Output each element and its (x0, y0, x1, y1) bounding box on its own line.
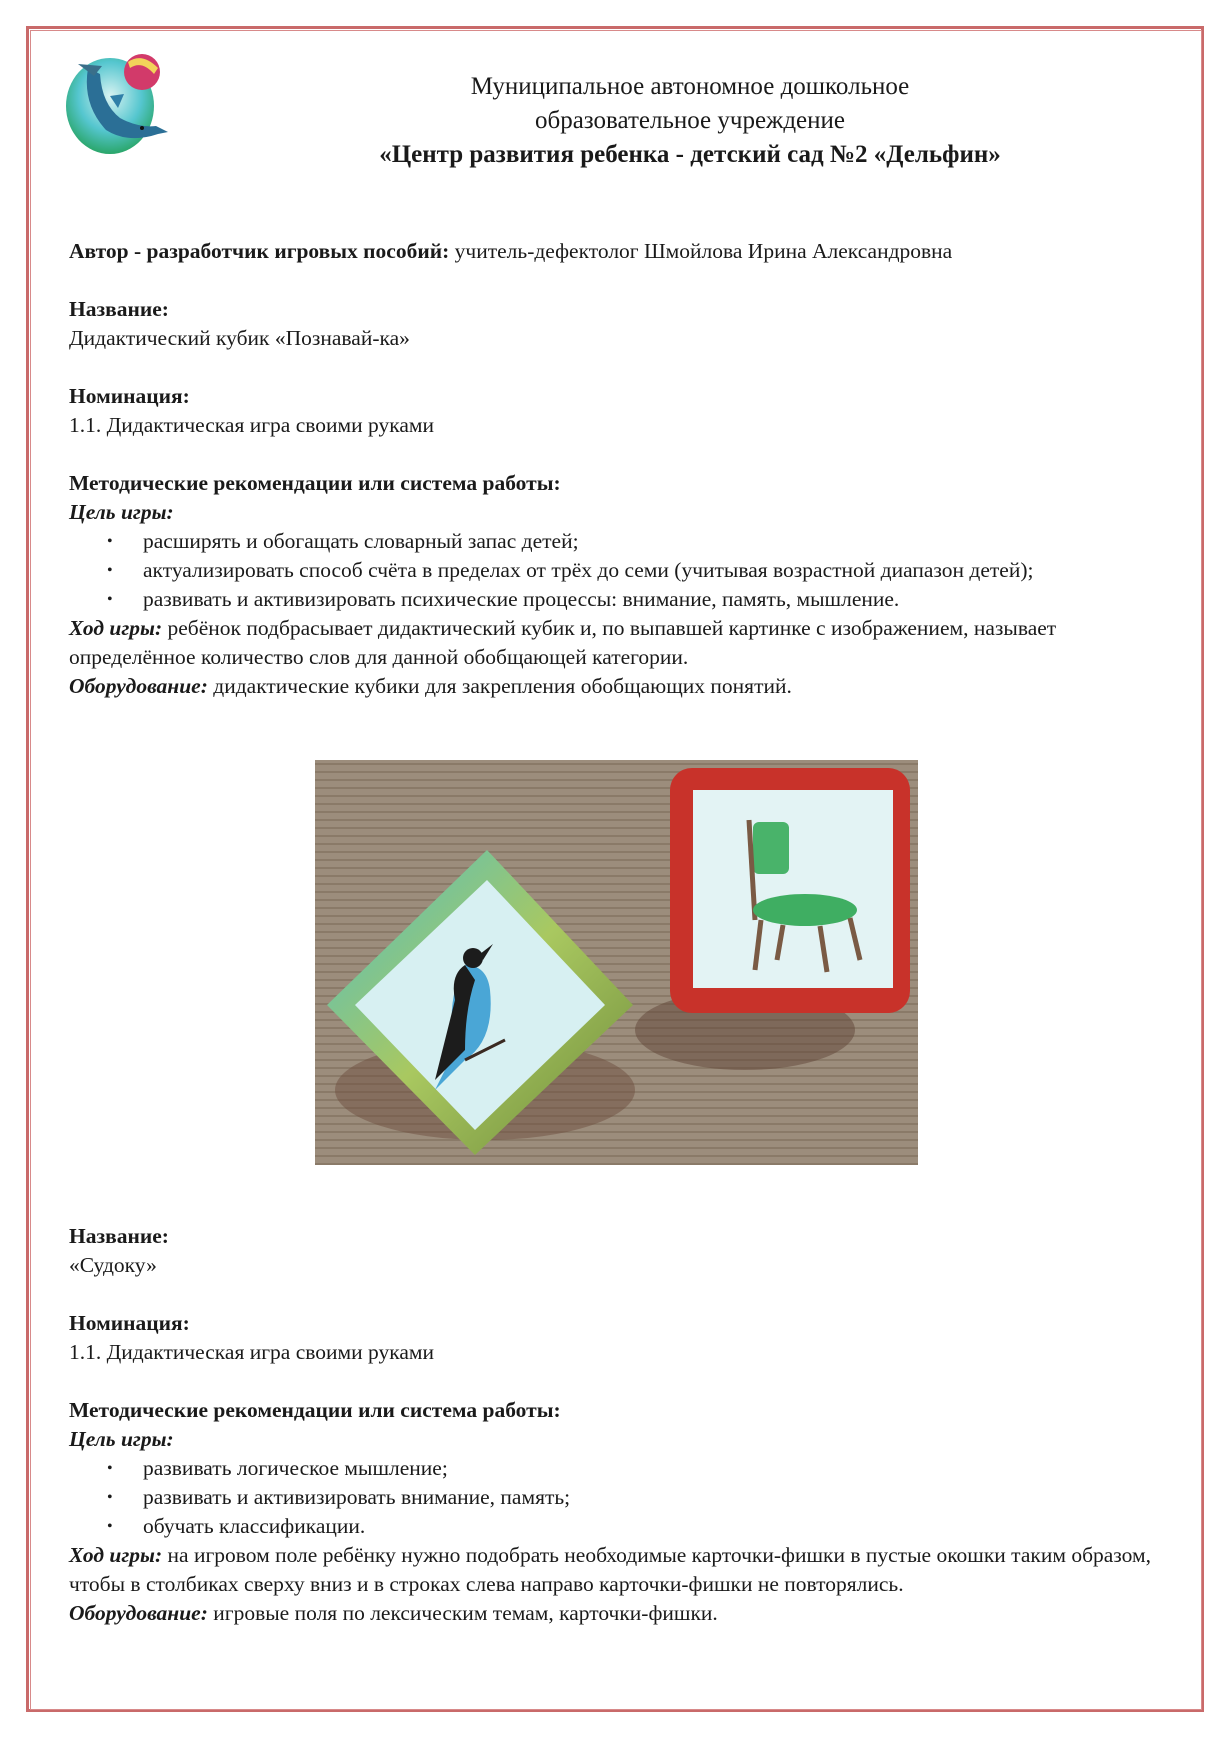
dolphin-with-ball-icon (58, 44, 174, 156)
game-2-section (69, 1222, 1179, 1628)
author-value: учитель-дефектолог Шмойлова Ирина Александровна (449, 239, 953, 263)
goal-item: • развивать логическое мышление; (143, 1454, 1179, 1483)
org-line-2: образовательное учреждение (534, 107, 845, 134)
progress-label: Ход игры: (69, 1543, 163, 1567)
author-label: Автор - разработчик игровых пособий: (69, 239, 450, 263)
methods-label: Методические рекомендации или система работы: (69, 471, 561, 495)
progress-text: на игровом поле ребёнку нужно подобрать необходимые карточки-фишки в пустые окошки таким образом, чтобы в столбиках сверху вниз и в строках слева направо карточки-фишки не повторялись. (69, 1543, 1151, 1596)
goal-list (69, 1454, 1179, 1541)
progress-text: ребёнок подбрасывает дидактический кубик и, по выпавшей картинке с изображением, называет определённое количество слов для данной обобщающей категории. (69, 616, 1057, 669)
goal-item: • обучать классификации. (143, 1512, 1179, 1541)
game-name: Дидактический кубик «Познавай-ка» (69, 326, 410, 350)
methods-label: Методические рекомендации или система работы: (69, 1398, 561, 1422)
equipment-line (69, 672, 1179, 701)
bullet-icon: • (107, 591, 113, 608)
nomination-value: 1.1. Дидактическая игра своими руками (69, 413, 434, 437)
equipment-line (69, 1599, 1179, 1628)
equipment-text: дидактические кубики для закрепления обобщающих понятий. (207, 674, 792, 698)
goal-item: • развивать и активизировать психические процессы: внимание, память, мышление. (143, 585, 1179, 614)
equipment-label: Оборудование: (69, 674, 208, 698)
bullet-icon: • (107, 1489, 113, 1506)
bullet-icon: • (107, 533, 113, 550)
goal-item: • расширять и обогащать словарный запас детей; (143, 527, 1179, 556)
goal-item: • актуализировать способ счёта в пределах от трёх до семи (учитывая возрастной диапазон детей); (143, 556, 1179, 585)
progress-label: Ход игры: (69, 616, 163, 640)
organization-header (250, 70, 1130, 172)
progress-line (69, 614, 1179, 672)
goal-list (69, 527, 1179, 614)
game-1-section (69, 237, 1179, 701)
cubes-photo (315, 760, 918, 1165)
name-label: Название: (69, 297, 169, 321)
bullet-icon: • (107, 1518, 113, 1535)
bullet-icon: • (107, 562, 113, 579)
goal-label: Цель игры: (69, 500, 174, 524)
name-label: Название: (69, 1224, 169, 1248)
author-line (69, 237, 1179, 266)
goal-label: Цель игры: (69, 1427, 174, 1451)
goal-item: • развивать и активизировать внимание, память; (143, 1483, 1179, 1512)
equipment-label: Оборудование: (69, 1601, 208, 1625)
nomination-label: Номинация: (69, 384, 190, 408)
org-name: «Центр развития ребенка - детский сад №2 «Дельфин» (379, 141, 1001, 168)
nomination-label: Номинация: (69, 1311, 190, 1335)
org-line-1: Муниципальное автономное дошкольное (470, 73, 910, 100)
progress-line (69, 1541, 1179, 1599)
chair-cube (670, 768, 910, 1013)
game-name: «Судоку» (69, 1253, 157, 1277)
bullet-icon: • (107, 1460, 113, 1477)
equipment-text: игровые поля по лексическим темам, карточки-фишки. (207, 1601, 718, 1625)
nomination-value: 1.1. Дидактическая игра своими руками (69, 1340, 434, 1364)
